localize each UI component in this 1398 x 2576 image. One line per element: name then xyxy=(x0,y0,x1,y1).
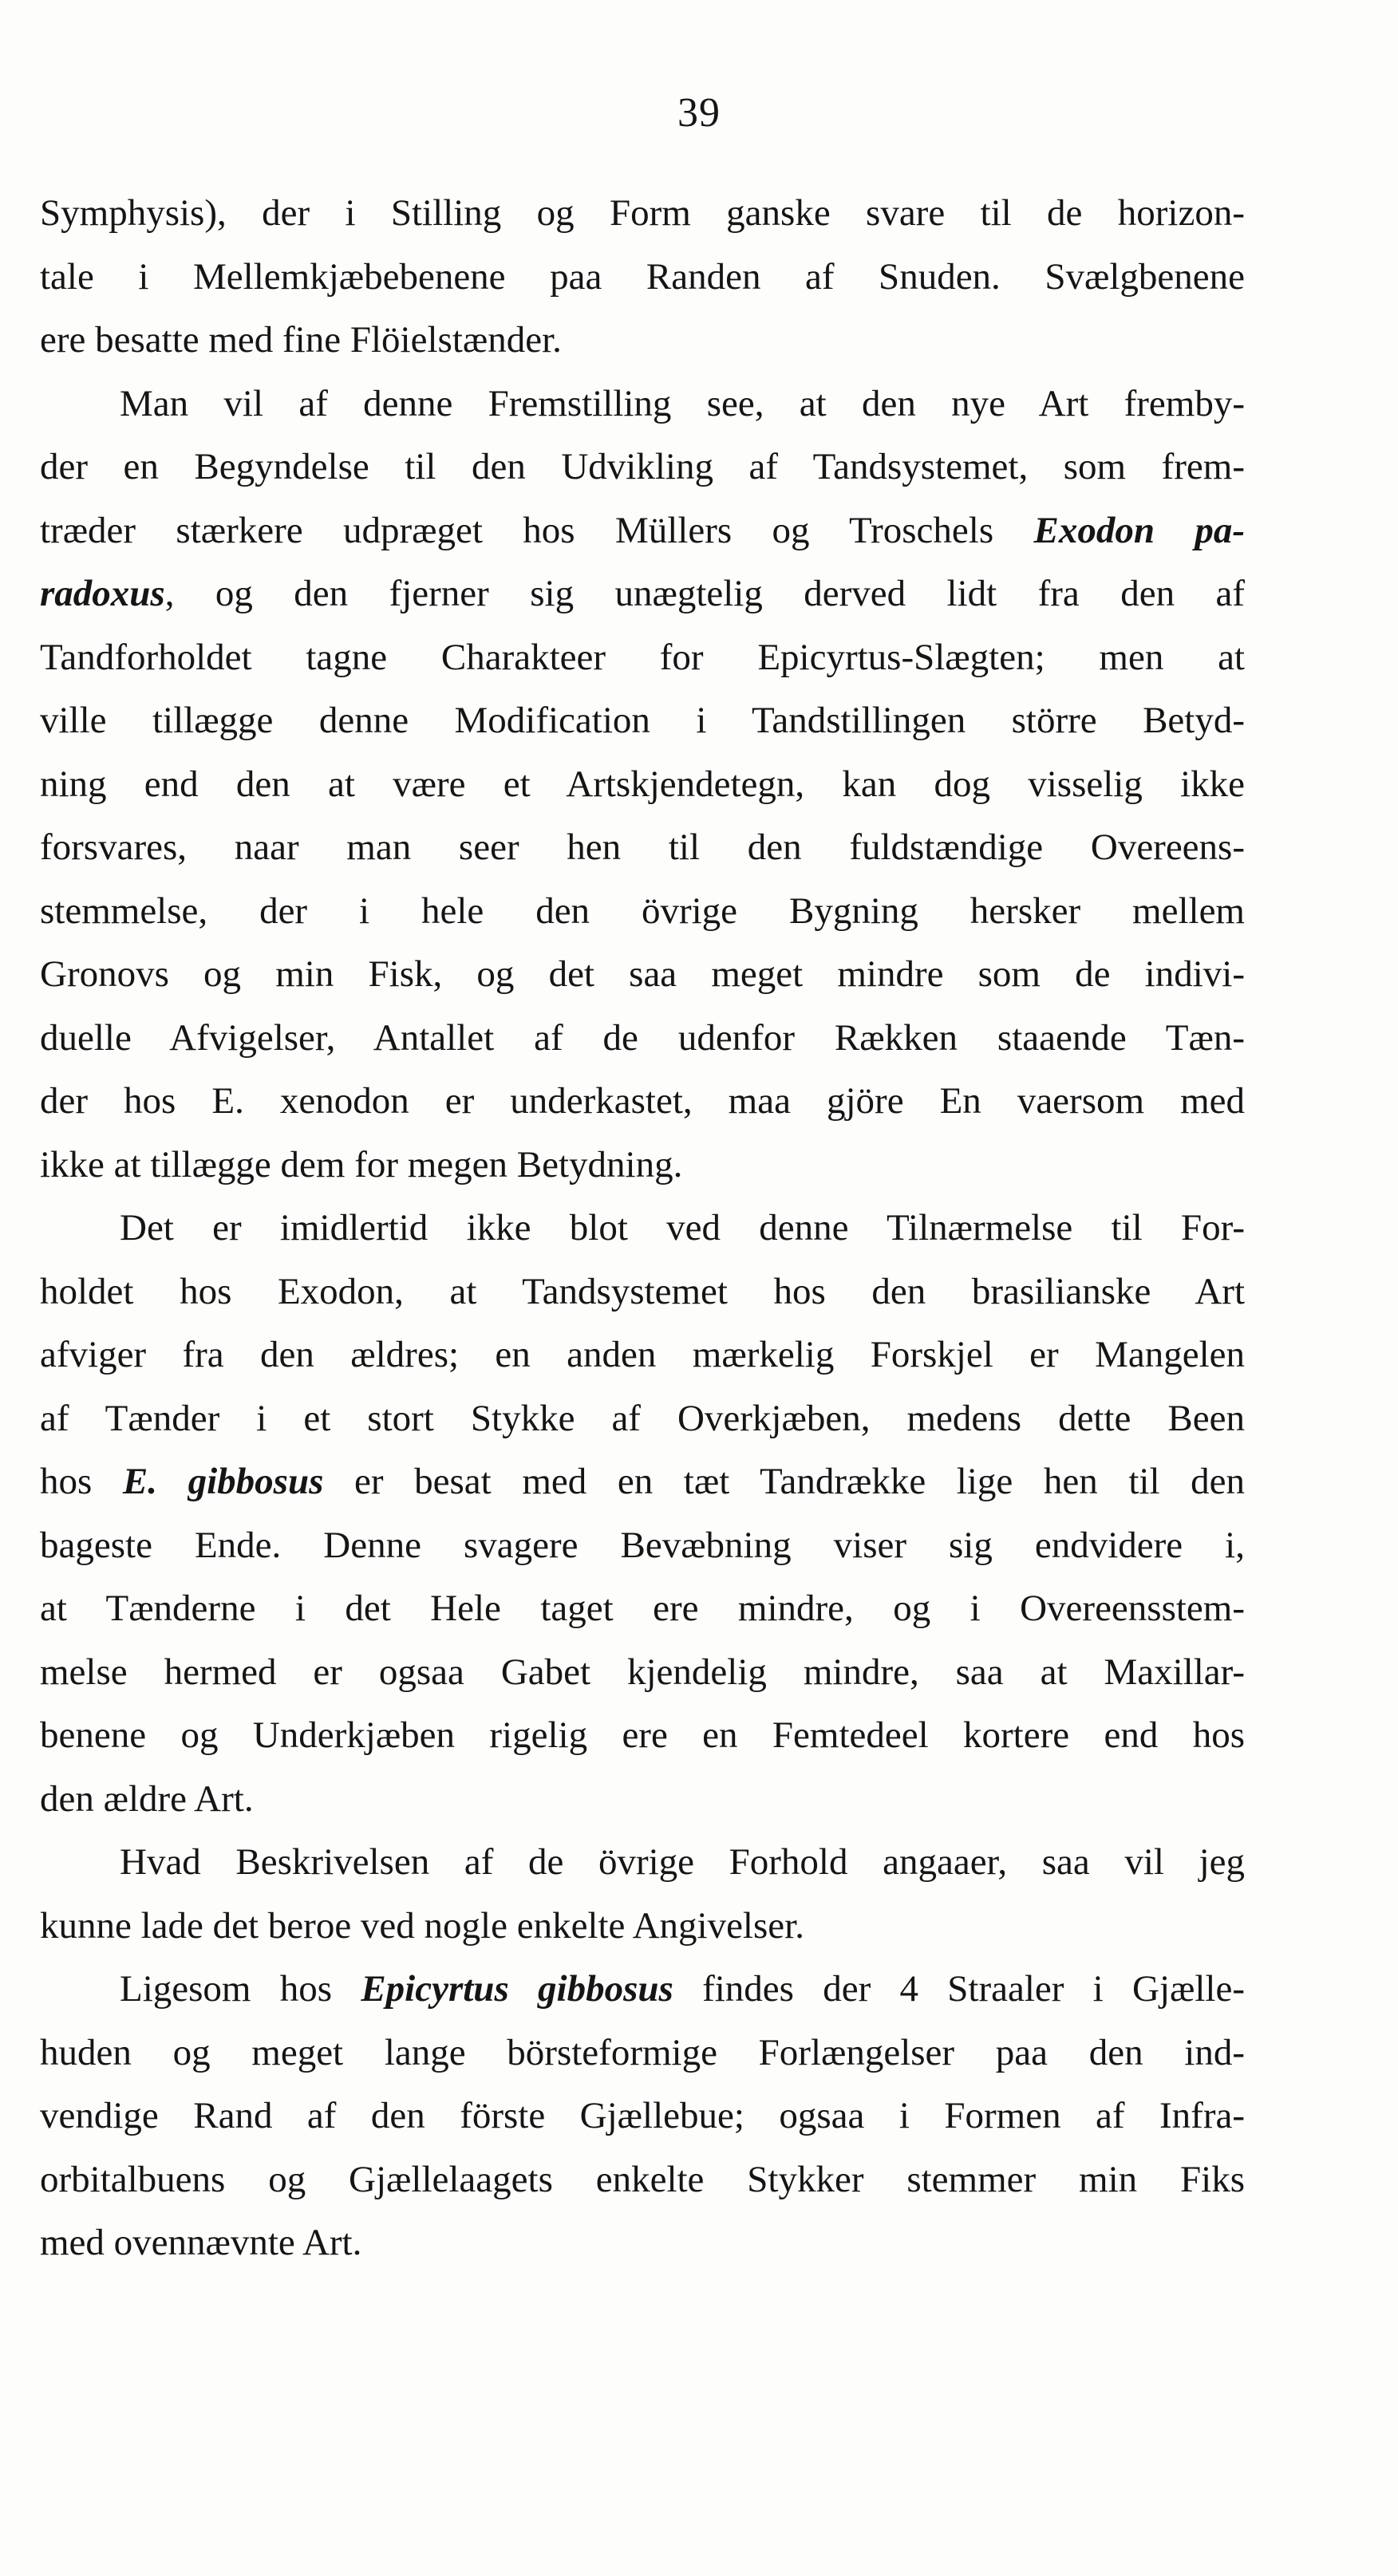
text-line: Hvad Beskrivelsen af de övrige Forhold angaaer, saa vil jeg xyxy=(120,1841,1245,1883)
text-line: Det er imidlertid ikke blot ved denne Tilnærmelse til For- xyxy=(120,1207,1245,1249)
species-name-italic: Exodon pa- xyxy=(1033,509,1245,551)
text-line: ere besatte med fine Flöielstænder. xyxy=(40,319,562,361)
text-line: huden og meget lange börsteformige Forlængelser paa den ind- xyxy=(40,2031,1245,2073)
species-name-italic: radoxus xyxy=(40,573,165,614)
text-line: der hos E. xenodon er underkastet, maa gjöre En vaersom med xyxy=(40,1080,1245,1122)
text-line: bageste Ende. Denne svagere Bevæbning viser sig endvidere i, xyxy=(40,1524,1245,1566)
text-line: melse hermed er ogsaa Gabet kjendelig mindre, saa at Maxillar- xyxy=(40,1651,1245,1693)
text-line: med ovennævnte Art. xyxy=(40,2222,362,2263)
text-line: stemmelse, der i hele den övrige Bygning hersker mellem xyxy=(40,890,1245,932)
text-line: ning end den at være et Artskjendetegn, kan dog visselig ikke xyxy=(40,763,1245,805)
text-line: vendige Rand af den förste Gjællebue; ogsaa i Formen af Infra- xyxy=(40,2095,1245,2136)
text-run: , og den fjerner sig unægtelig derved lidt fra den af xyxy=(164,573,1245,614)
body-text xyxy=(40,182,1245,2275)
text-line xyxy=(40,562,1245,626)
text-run: Ligesom hos xyxy=(120,1968,361,2010)
text-line xyxy=(40,1450,1245,1514)
text-line: afviger fra den ældres; en anden mærkelig Forskjel er Mangelen xyxy=(40,1334,1245,1375)
text-line xyxy=(40,1958,1245,2022)
text-run: træder stærkere udpræget hos Müllers og Troschels xyxy=(40,509,1034,551)
text-line: den ældre Art. xyxy=(40,1777,254,1820)
text-line: orbitalbuens og Gjællelaagets enkelte Stykker stemmer min Fiks xyxy=(40,2158,1245,2200)
text-line: benene og Underkjæben rigelig ere en Femtedeel kortere end hos xyxy=(40,1714,1245,1756)
text-line: Man vil af denne Fremstilling see, at den nye Art fremby- xyxy=(120,382,1245,424)
text-line xyxy=(40,499,1245,563)
text-line: Symphysis), der i Stilling og Form ganske svare til de horizon- xyxy=(40,192,1245,234)
text-line: duelle Afvigelser, Antallet af de udenfor Rækken staaende Tæn- xyxy=(40,1016,1245,1059)
text-line: ikke at tillægge dem for megen Betydning. xyxy=(40,1143,683,1185)
text-line: af Tænder i et stort Stykke af Overkjæben, medens dette Been xyxy=(40,1397,1245,1439)
text-line: Gronovs og min Fisk, og det saa meget mindre som de indivi- xyxy=(40,953,1245,995)
text-run: er besat med en tæt Tandrække lige hen til den xyxy=(323,1461,1245,1502)
text-line: holdet hos Exodon, at Tandsystemet hos den brasilianske Art xyxy=(40,1270,1245,1312)
text-line: at Tænderne i det Hele taget ere mindre, og i Overeensstem- xyxy=(40,1588,1245,1629)
text-line: Tandforholdet tagne Charakteer for Epicyrtus-Slægten; men at xyxy=(40,636,1245,678)
text-run: hos xyxy=(40,1461,123,1502)
text-run: findes der 4 Straaler i Gjælle- xyxy=(673,1968,1245,2010)
species-name-italic: Epicyrtus gibbosus xyxy=(361,1968,673,2010)
page-number: 39 xyxy=(677,90,721,136)
text-line: ville tillægge denne Modification i Tandstillingen större Betyd- xyxy=(40,700,1245,741)
text-line: tale i Mellemkjæbebenene paa Randen af Snuden. Svælgbenene xyxy=(40,255,1245,298)
text-line: forsvares, naar man seer hen til den fuldstændige Overeens- xyxy=(40,826,1245,868)
text-line: der en Begyndelse til den Udvikling af Tandsystemet, som frem- xyxy=(40,446,1245,487)
species-name-italic: E. gibbosus xyxy=(122,1461,324,1502)
text-line: kunne lade det beroe ved nogle enkelte Angivelser. xyxy=(40,1904,804,1947)
